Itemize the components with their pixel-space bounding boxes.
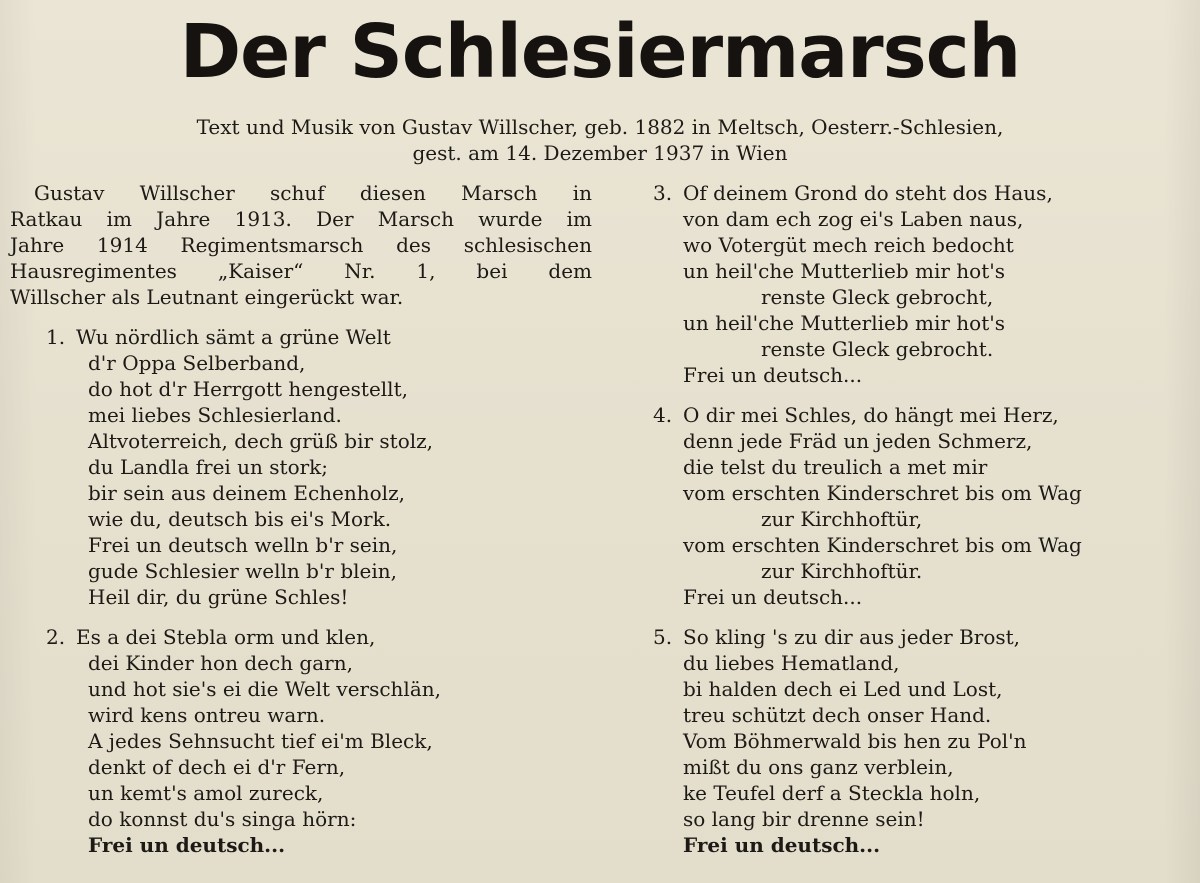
verse-line: treu schützt dech onser Hand.: [683, 703, 992, 727]
subtitle-line: gest. am 14. Dezember 1937 in Wien: [412, 141, 788, 165]
verse-line: wo Votergüt mech reich bedocht: [683, 233, 1014, 257]
verse-number: 5.: [653, 625, 673, 649]
verse-number: 3.: [653, 181, 673, 205]
intro-line: Willscher als Leutnant eingerückt war.: [10, 285, 404, 309]
verse-line: ke Teufel derf a Steckla holn,: [683, 781, 981, 805]
subtitle: [0, 114, 1200, 166]
verse-line: denn jede Fräd un jeden Schmerz,: [683, 429, 1033, 453]
verse-line: renste Gleck gebrocht,: [761, 285, 994, 309]
verse-line: Heil dir, du grüne Schles!: [88, 585, 349, 609]
verse-line: Es a dei Stebla orm und klen,: [76, 625, 376, 649]
verse-number: 1.: [46, 325, 66, 349]
verse-5: [645, 624, 1193, 858]
verse-line: zur Kirchhoftür.: [761, 559, 923, 583]
verse-line: und hot sie's ei die Welt verschlän,: [88, 677, 441, 701]
verse-line: gude Schlesier welln b'r blein,: [88, 559, 397, 583]
verse-line: Wu nördlich sämt a grüne Welt: [76, 325, 391, 349]
verse-3: [645, 180, 1193, 388]
subtitle-line: Text und Musik von Gustav Willscher, geb. 1882 in Meltsch, Oesterr.-Schlesien,: [196, 115, 1004, 139]
verse-line: un heil'che Mutterlieb mir hot's: [683, 311, 1006, 335]
refrain: Frei un deutsch...: [88, 833, 286, 857]
refrain: Frei un deutsch...: [683, 585, 863, 609]
verse-line: mei liebes Schlesierland.: [88, 403, 342, 427]
refrain: Frei un deutsch...: [683, 833, 881, 857]
verse-line: O dir mei Schles, do hängt mei Herz,: [683, 403, 1059, 427]
verse-line: un heil'che Mutterlieb mir hot's: [683, 259, 1006, 283]
verse-line: von dam ech zog ei's Laben naus,: [683, 207, 1024, 231]
verse-line: bir sein aus deinem Echenholz,: [88, 481, 405, 505]
verse-line: wird kens ontreu warn.: [88, 703, 326, 727]
verse-line: zur Kirchhoftür,: [761, 507, 923, 531]
verse-line: do konnst du's singa hörn:: [88, 807, 357, 831]
verse-number: 4.: [653, 403, 673, 427]
right-column: [645, 180, 1193, 858]
intro-line: Gustav Willscher schuf diesen Marsch in: [34, 181, 592, 205]
verse-2: [10, 624, 592, 858]
verse-line: Vom Böhmerwald bis hen zu Pol'n: [683, 729, 1027, 753]
verse-line: un kemt's amol zureck,: [88, 781, 324, 805]
verse-line: denkt of dech ei d'r Fern,: [88, 755, 346, 779]
verse-line: wie du, deutsch bis ei's Mork.: [88, 507, 392, 531]
verse-line: vom erschten Kinderschret bis om Wag: [683, 481, 1082, 505]
refrain: Frei un deutsch...: [683, 363, 863, 387]
verse-line: du liebes Hematland,: [683, 651, 900, 675]
verse-1: [10, 324, 592, 610]
intro-line: Hausregimentes „Kaiser“ Nr. 1, bei dem: [10, 259, 592, 283]
verse-line: d'r Oppa Selberband,: [88, 351, 306, 375]
intro-line: Jahre 1914 Regimentsmarsch des schlesischen: [10, 233, 592, 257]
verse-line: renste Gleck gebrocht.: [761, 337, 994, 361]
verse-line: dei Kinder hon dech garn,: [88, 651, 353, 675]
verse-line: die telst du treulich a met mir: [683, 455, 988, 479]
verse-line: do hot d'r Herrgott hengestellt,: [88, 377, 408, 401]
verse-line: Frei un deutsch welln b'r sein,: [88, 533, 398, 557]
intro-line: Ratkau im Jahre 1913. Der Marsch wurde im: [10, 207, 592, 231]
verse-line: mißt du ons ganz verblein,: [683, 755, 954, 779]
verse-number: 2.: [46, 625, 66, 649]
verse-4: [645, 402, 1193, 610]
verse-line: So kling 's zu dir aus jeder Brost,: [683, 625, 1021, 649]
verse-line: so lang bir drenne sein!: [683, 807, 925, 831]
intro-paragraph: [10, 180, 592, 310]
page-title: Der Schlesiermarsch: [179, 9, 1021, 95]
verse-line: Of deinem Grond do steht dos Haus,: [683, 181, 1053, 205]
verse-line: vom erschten Kinderschret bis om Wag: [683, 533, 1082, 557]
verse-line: du Landla frei un stork;: [88, 455, 329, 479]
verse-line: A jedes Sehnsucht tief ei'm Bleck,: [88, 729, 433, 753]
left-column: [10, 180, 592, 858]
verse-line: Altvoterreich, dech grüß bir stolz,: [88, 429, 434, 453]
verse-line: bi halden dech ei Led und Lost,: [683, 677, 1003, 701]
